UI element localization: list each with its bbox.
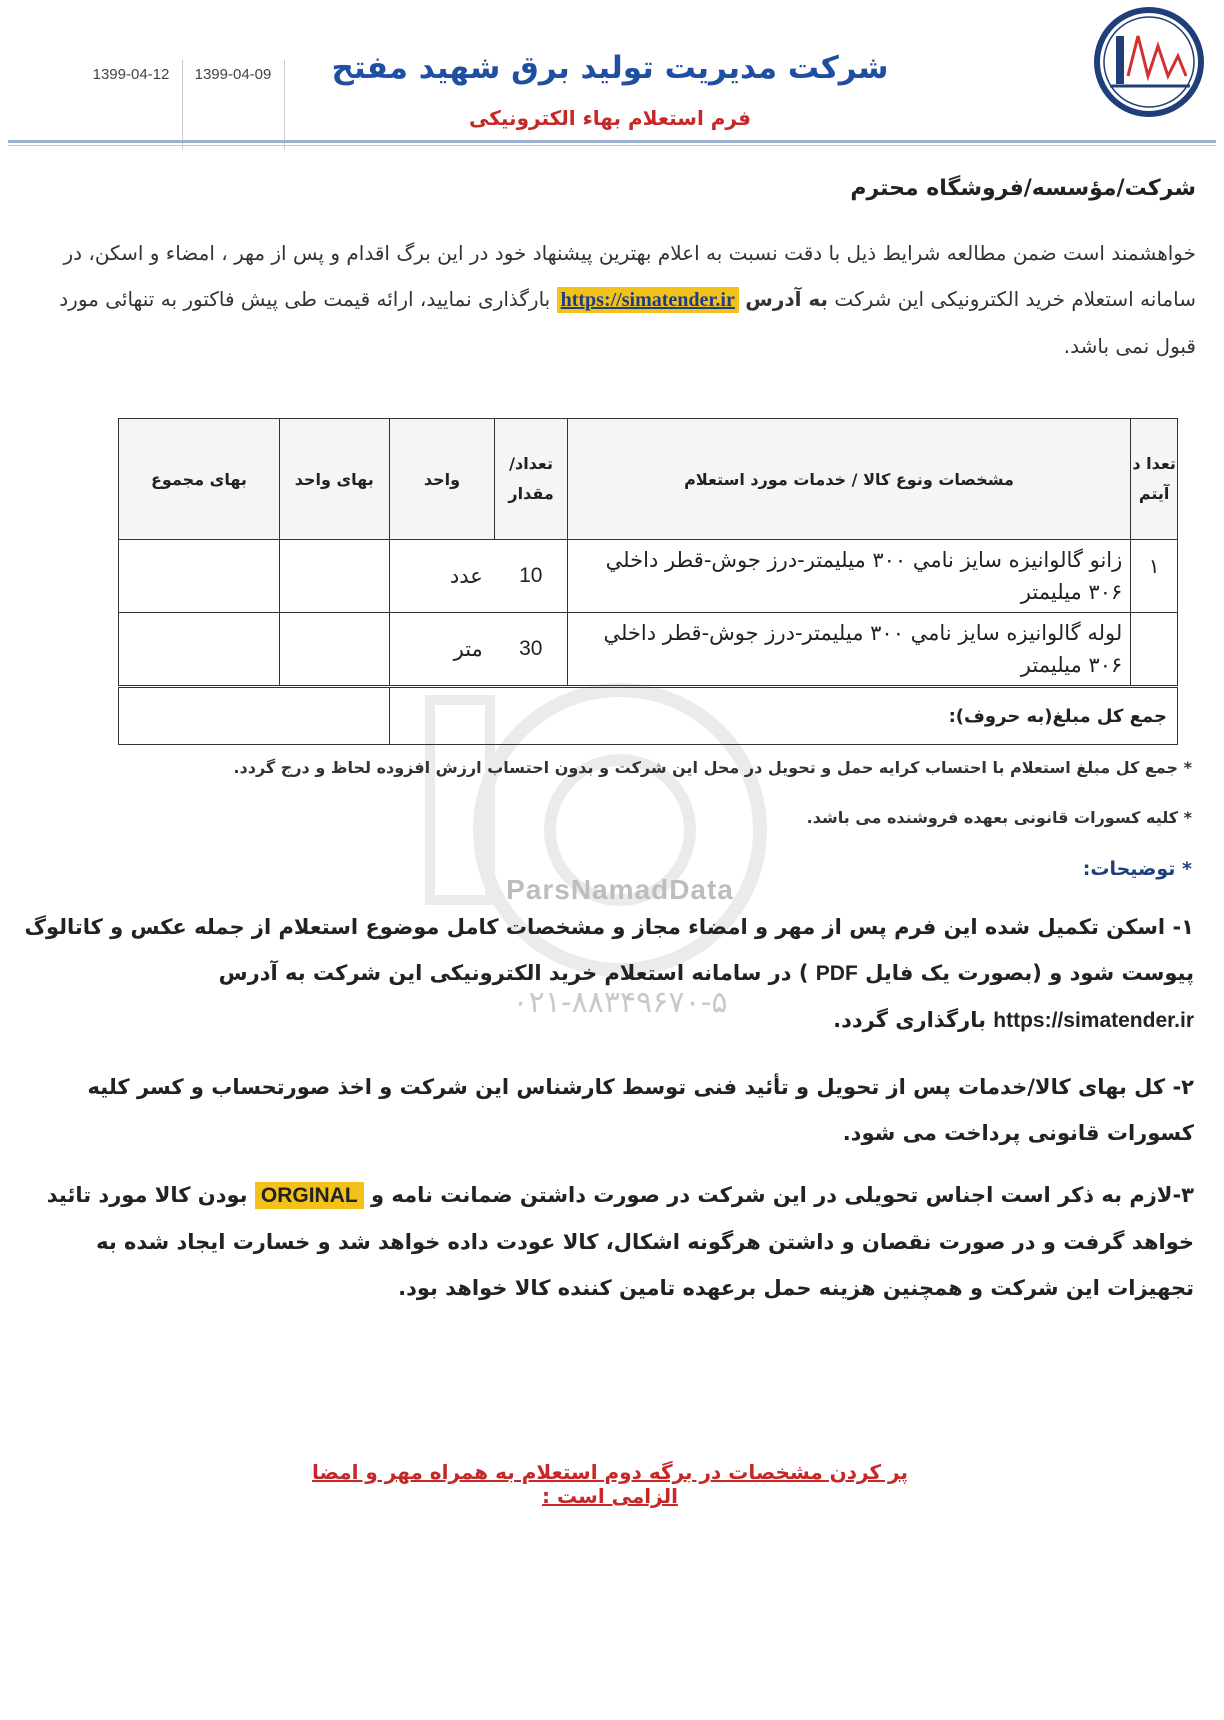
row-quantity: 10 — [495, 540, 568, 613]
header-divider — [8, 140, 1216, 143]
document-title: شرکت مدیریت تولید برق شهید مفتح — [331, 50, 889, 86]
paragraph-2: ۲- کل بهای کالا/خدمات پس از تحویل و تأئید فنی توسط کارشناس این شرکت و اخذ صورتحساب و کسر کلیه کسورات قانونی پرداخت می شود. — [87, 1075, 1194, 1145]
paragraph-3 — [24, 1172, 1194, 1311]
intro-text-2: بارگذاری نمایید، ارائه قیمت طی پیش فاکتور به تنهائی مورد قبول نمی باشد. — [59, 287, 1196, 358]
address-label: به آدرس — [745, 287, 829, 311]
watermark-phone: ۰۲۱-۸۸۳۴۹۶۷۰-۵ — [512, 985, 728, 1020]
footer-note: پر کردن مشخصات در برگه دوم استعلام به همراه مهر و امضا الزامی است : — [311, 1460, 908, 1508]
greeting: شرکت/مؤسسه/فروشگاه محترم — [850, 176, 1196, 201]
row-total-price[interactable] — [119, 613, 280, 687]
header-description: مشخصات ونوع کالا / خدمات مورد استعلام — [567, 419, 1130, 540]
total-label: جمع کل مبلغ(به حروف): — [389, 687, 1177, 745]
header-unit-price: بهای واحد — [279, 419, 389, 540]
original-highlight: ORGINAL — [255, 1182, 364, 1209]
p3-text-a: ۳-لازم به ذکر است اجناس تحویلی در این شرکت در صورت داشتن ضمانت نامه و — [363, 1183, 1194, 1207]
header-divider-thin — [8, 145, 1216, 146]
date-1: 1399-04-12 — [80, 60, 183, 150]
row-description: لوله گالوانيزه سايز نامي ۳۰۰ ميليمتر-درز جوش-قطر داخلي ۳۰۶ ميليمتر — [567, 613, 1130, 687]
p1-text-b: ) در سامانه استعلام خرید الکترونیکی این شرکت به آدرس — [218, 961, 816, 985]
header-quantity: تعداد/ مقدار — [495, 419, 568, 540]
inquiry-table — [118, 418, 1178, 745]
portal-url-link[interactable]: https://simatender.ir — [557, 287, 739, 313]
row-unit-price[interactable] — [279, 540, 389, 613]
table-row — [119, 613, 1178, 687]
row-number — [1131, 613, 1178, 687]
intro-paragraph — [40, 230, 1196, 369]
table-header-row — [119, 419, 1178, 540]
p1-text-c: بارگذاری گردد. — [833, 1008, 994, 1032]
row-unit: عدد — [389, 540, 495, 613]
document-subtitle: فرم استعلام بهاء الکترونیکی — [469, 106, 751, 130]
note-shipping: * جمع کل مبلغ استعلام با احتساب کرایه حمل و تحویل در محل این شرکت و بدون احتساب ارزش افزوده لحاظ و درج گردد. — [233, 758, 1192, 777]
explanations-title: * توضیحات: — [1082, 858, 1192, 880]
note-deductions: * کلیه کسورات قانونی بعهده فروشنده می باشد. — [806, 808, 1192, 827]
company-logo — [1090, 6, 1208, 118]
watermark-brand: ParsNamadData — [506, 874, 734, 905]
header-total-price: بهای مجموع — [119, 419, 280, 540]
header-unit: واحد — [389, 419, 495, 540]
p1-text-a: ۱- اسکن تکمیل شده این فرم پس از مهر و امضاء مجاز و مشخصات کامل موضوع استعلام از جمله عکس و کاتالوگ پیوست شود و (بصورت یک فایل — [24, 915, 1194, 985]
intro-text-1: خواهشمند است ضمن مطالعه شرایط ذیل با دقت نسبت به اعلام بهترین پیشنهاد خود در این برگ اقدام و پس از مهر ، امضاء و اسکن، در سامانه استعلام خرید الکترونیکی این شرکت — [63, 241, 1196, 311]
pdf-label: PDF — [815, 962, 858, 985]
date-box — [80, 60, 286, 150]
row-unit-price[interactable] — [279, 613, 389, 687]
date-2: 1399-04-09 — [182, 60, 285, 150]
paragraph-1 — [24, 904, 1194, 1044]
p3-text-b: بودن کالا مورد تائید خواهد گرفت و در صورت نقصان و داشتن هرگونه اشکال، کالا عودت داده خواهد شد و خسارت ایجاد شده به تجهیزات این شرکت و همچنین هزینه حمل برعهده تامین کننده کالا خواهد بود. — [46, 1183, 1194, 1300]
total-amount-field[interactable] — [119, 687, 390, 745]
row-description: زانو گالوانيزه سايز نامي ۳۰۰ ميليمتر-درز جوش-قطر داخلي ۳۰۶ ميليمتر — [567, 540, 1130, 613]
row-number: ۱ — [1131, 540, 1178, 613]
p1-url-link[interactable]: https://simatender.ir — [993, 1009, 1194, 1032]
total-row — [119, 687, 1178, 745]
row-unit: متر — [389, 613, 495, 687]
row-total-price[interactable] — [119, 540, 280, 613]
row-quantity: 30 — [495, 613, 568, 687]
table-row — [119, 540, 1178, 613]
header-item-no: تعدا د آیتم — [1131, 419, 1178, 540]
